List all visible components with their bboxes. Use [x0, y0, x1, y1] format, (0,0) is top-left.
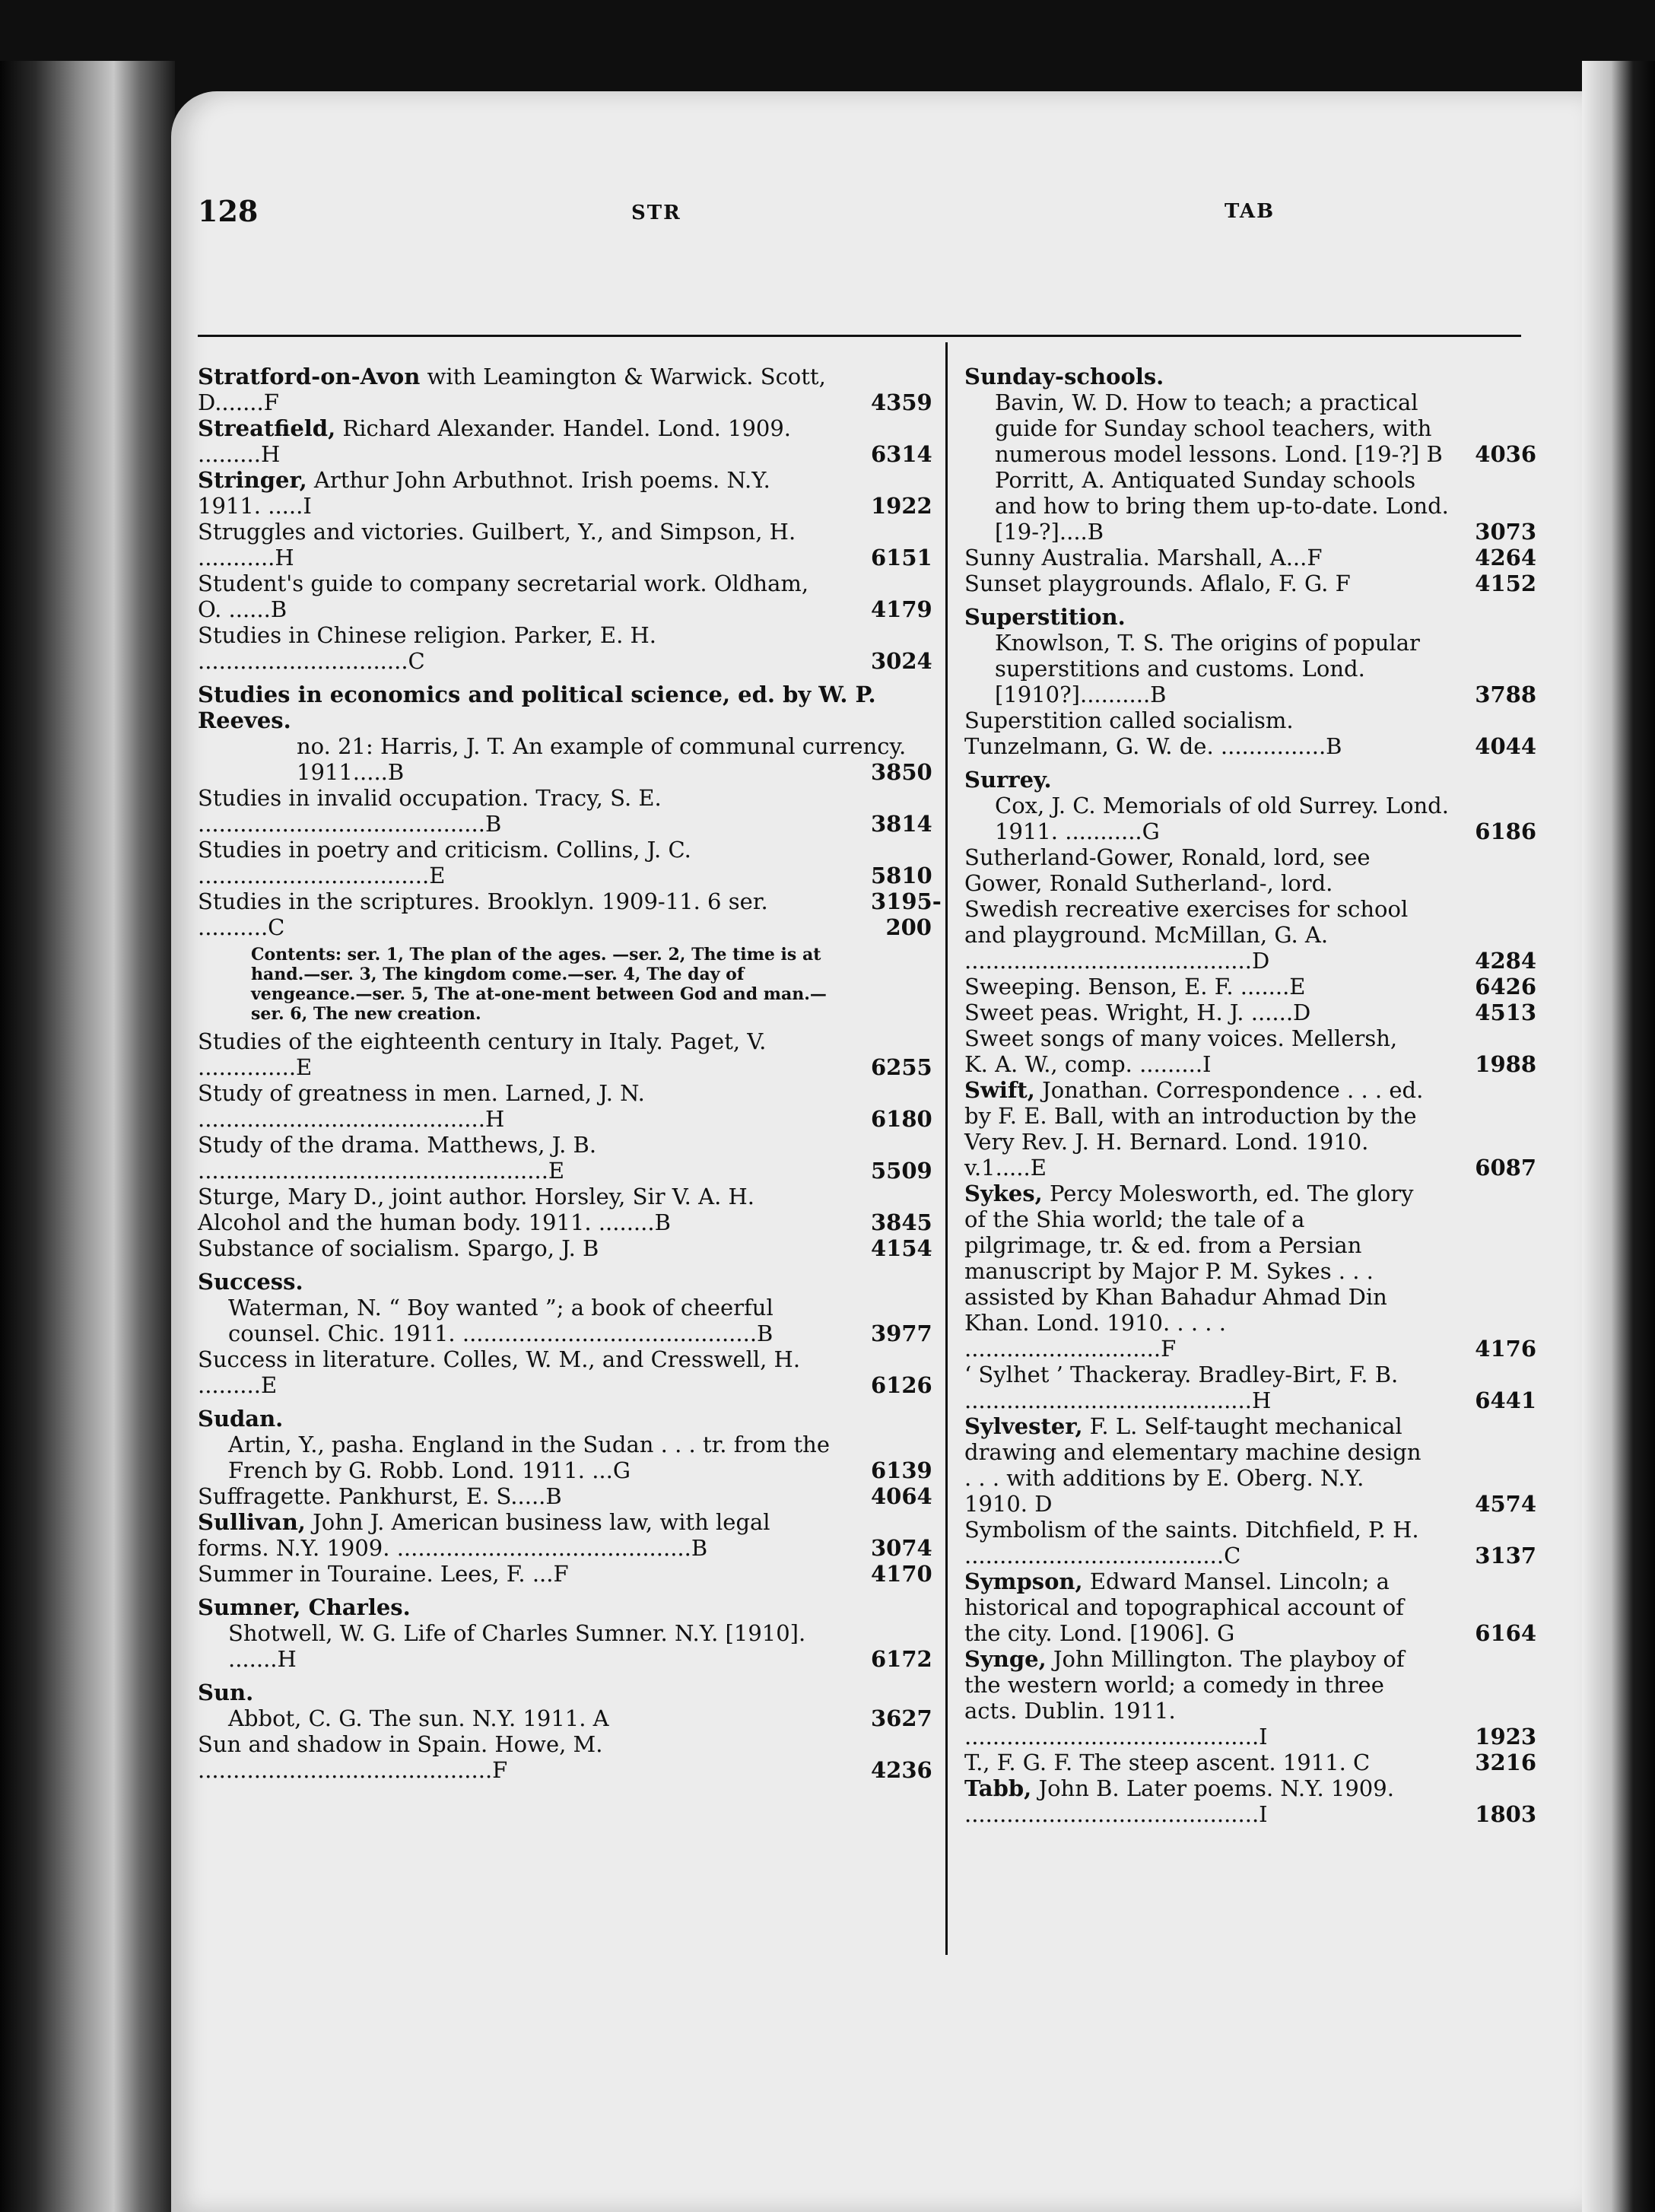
catalog-entry — [964, 707, 1536, 759]
entry-text: Abbot, C. G. The sun. N.Y. 1911. A — [228, 1705, 609, 1731]
call-number: 4574 — [1475, 1491, 1536, 1517]
catalog-entry — [198, 1509, 932, 1561]
catalog-entry — [964, 467, 1536, 545]
entry-author-heading: Synge, — [964, 1646, 1047, 1672]
subject-heading: Success. — [198, 1269, 303, 1295]
entry-text: Synge, John Millington. The playboy of the western world; a comedy in three acts. Dublin. 1911. ..........................................I — [964, 1646, 1405, 1750]
catalog-entry — [198, 1561, 932, 1587]
catalog-entry — [964, 844, 1536, 896]
call-number: 4236 — [871, 1757, 932, 1783]
call-number: 1923 — [1475, 1724, 1536, 1750]
page-number: 128 — [198, 194, 259, 228]
call-number: 4284 — [1475, 948, 1536, 974]
call-number: 6426 — [1475, 974, 1536, 1000]
entry-text: Substance of socialism. Spargo, J. B — [198, 1235, 599, 1261]
entry-text: Sturge, Mary D., joint author. Horsley, Sir V. A. H. Alcohol and the human body. 1911. ........B — [198, 1184, 755, 1235]
call-number: 4513 — [1475, 1000, 1536, 1025]
catalog-entry — [198, 467, 932, 519]
entry-text: Symbolism of the saints. Ditchfield, P. H. .....................................C — [964, 1517, 1419, 1568]
entry-author-heading: Stringer, — [198, 467, 307, 493]
call-number: 3024 — [871, 648, 932, 674]
catalog-entry — [964, 570, 1536, 596]
subject-heading: Sunday-schools. — [964, 364, 1164, 389]
subject-heading: Studies in economics and political science, ed. by W. P. Reeves. — [198, 682, 876, 733]
entry-text: Studies in invalid occupation. Tracy, S. E. .........................................B — [198, 785, 662, 837]
entry-text: Study of the drama. Matthews, J. B. ..................................................E — [198, 1132, 597, 1184]
entry-author-heading: Swift, — [964, 1077, 1035, 1103]
entry-text: Swift, Jonathan. Correspondence . . . ed. by F. E. Ball, with an introduction by the Very Rev. J. H. Bernard. Lond. 1910. v.1.....E — [964, 1077, 1424, 1181]
entry-text: ‘ Sylhet ’ Thackeray. Bradley-Birt, F. B. .........................................H — [964, 1362, 1399, 1413]
call-number: 6087 — [1475, 1155, 1536, 1181]
catalog-entry — [198, 570, 932, 622]
entry-text: Sunset playgrounds. Aflalo, F. G. F — [964, 570, 1351, 596]
call-number: 3137 — [1475, 1543, 1536, 1568]
call-number: 6126 — [871, 1372, 932, 1398]
call-number: 3216 — [1475, 1750, 1536, 1775]
call-number: 4264 — [1475, 545, 1536, 570]
entry-text: Sympson, Edward Mansel. Lincoln; a historical and topographical account of the city. Lond. [1906]. G — [964, 1568, 1404, 1646]
entry-text: Superstition called socialism. Tunzelmann, G. W. de. ...............B — [964, 707, 1342, 759]
catalog-entry — [198, 622, 932, 674]
call-number: 3845 — [871, 1209, 932, 1235]
catalog-entry — [964, 1750, 1536, 1775]
catalog-entry — [964, 545, 1536, 570]
entry-text: T., F. G. F. The steep ascent. 1911. C — [964, 1750, 1371, 1775]
catalog-entry — [198, 837, 932, 888]
catalog-entry — [198, 519, 932, 570]
call-number: 3977 — [871, 1321, 932, 1346]
catalog-entry — [964, 1568, 1536, 1646]
catalog-entry — [964, 793, 1536, 844]
catalog-entry — [964, 630, 1536, 707]
catalog-entry — [198, 733, 932, 785]
entry-text: Student's guide to company secretarial work. Oldham, O. ......B — [198, 570, 809, 622]
call-number: 4179 — [871, 596, 932, 622]
call-number: 4359 — [871, 389, 932, 415]
entry-text: Sweet peas. Wright, H. J. ......D — [964, 1000, 1311, 1025]
catalog-entry — [198, 1620, 932, 1672]
entry-text: Summer in Touraine. Lees, F. ...F — [198, 1561, 569, 1587]
catalog-entry — [198, 1132, 932, 1184]
subject-heading: Sun. — [198, 1680, 254, 1705]
catalog-entry — [198, 415, 932, 467]
entry-text: no. 21: Harris, J. T. An example of communal currency. 1911.....B — [297, 733, 907, 785]
entry-text: Struggles and victories. Guilbert, Y., and Simpson, H. ...........H — [198, 519, 796, 570]
entry-author-heading: Tabb, — [964, 1775, 1032, 1801]
call-number: 6441 — [1475, 1387, 1536, 1413]
catalog-entry — [964, 1775, 1536, 1827]
entry-text: Sullivan, John J. American business law, with legal forms. N.Y. 1909. ..........................................B — [198, 1509, 770, 1561]
entry-author-heading: Sympson, — [964, 1568, 1083, 1594]
call-number: 3074 — [871, 1535, 932, 1561]
guide-word-right: TAB — [1225, 200, 1275, 223]
catalog-entry — [964, 1517, 1536, 1568]
entry-text: Knowlson, T. S. The origins of popular superstitions and customs. Lond. [1910?]..........B — [995, 630, 1420, 707]
catalog-entry — [198, 1295, 932, 1346]
call-number: 3073 — [1475, 519, 1536, 545]
call-number: 4154 — [871, 1235, 932, 1261]
subject-heading: Sudan. — [198, 1406, 284, 1432]
catalog-entry — [964, 1646, 1536, 1750]
catalog-entry — [198, 1028, 932, 1080]
catalog-entry — [964, 1025, 1536, 1077]
call-number: 3850 — [871, 759, 932, 785]
catalog-entry — [964, 1413, 1536, 1517]
entry-text: Porritt, A. Antiquated Sunday schools and how to bring them up-to-date. Lond. [19-?]....B — [995, 467, 1449, 545]
subject-heading: Sumner, Charles. — [198, 1594, 411, 1620]
call-number: 1922 — [871, 493, 932, 519]
entry-text: Suffragette. Pankhurst, E. S.....B — [198, 1483, 562, 1509]
entry-author-heading: Stratford-on-Avon — [198, 364, 421, 389]
entry-text: Waterman, N. “ Boy wanted ”; a book of cheerful counsel. Chic. 1911. ..........................................B — [228, 1295, 773, 1346]
entry-text: Streatfield, Richard Alexander. Handel. Lond. 1909. .........H — [198, 415, 792, 467]
entry-author-heading: Sylvester, — [964, 1413, 1083, 1439]
call-number: 3195-200 — [871, 888, 942, 940]
catalog-entry — [198, 888, 942, 940]
catalog-entry — [198, 1346, 932, 1398]
entry-author-heading: Sykes, — [964, 1181, 1043, 1206]
left-column — [198, 364, 942, 1783]
facing-page-edge — [1582, 61, 1655, 2212]
call-number: 3627 — [871, 1705, 932, 1731]
header-rule — [198, 335, 1521, 337]
catalog-entry — [964, 1077, 1536, 1181]
subject-heading: Surrey. — [964, 767, 1052, 793]
call-number: 6164 — [1475, 1620, 1536, 1646]
catalog-entry — [964, 389, 1536, 467]
book-binding-edge — [0, 61, 175, 2212]
call-number: 4152 — [1475, 570, 1536, 596]
entry-text: Studies in Chinese religion. Parker, E. H. ..............................C — [198, 622, 657, 674]
running-head — [198, 194, 1529, 240]
entry-author-heading: Sullivan, — [198, 1509, 306, 1535]
entry-text: Shotwell, W. G. Life of Charles Sumner. N.Y. [1910]. .......H — [228, 1620, 806, 1672]
catalog-entry — [964, 1362, 1536, 1413]
guide-word-left: STR — [631, 202, 681, 224]
entry-text: Cox, J. C. Memorials of old Surrey. Lond. 1911. ...........G — [995, 793, 1449, 844]
call-number: 4036 — [1475, 441, 1536, 467]
call-number: 6151 — [871, 545, 932, 570]
entry-text: Sykes, Percy Molesworth, ed. The glory of the Shia world; the tale of a pilgrimage, tr. & ed. from a Persian manuscript by Major P. M. Sykes . . . assisted by Khan Bahadur Ahmad Din Khan. Lond. 1910. . . . . ............................F — [964, 1181, 1414, 1362]
contents-note: Contents: ser. 1, The plan of the ages. —ser. 2, The time is at hand.—ser. 3, The kingdom come.—ser. 4, The day of vengeance.—ser. 5, The at-one-ment between God and man.—ser. 6, The new creation. — [251, 945, 827, 1024]
catalog-entry — [964, 1181, 1536, 1362]
entry-text: Swedish recreative exercises for school and playground. McMillan, G. A. .........................................D — [964, 896, 1409, 974]
entry-text: Stringer, Arthur John Arbuthnot. Irish poems. N.Y. 1911. .....I — [198, 467, 770, 519]
call-number: 6180 — [871, 1106, 932, 1132]
catalog-entry — [198, 1731, 932, 1783]
catalog-entry — [198, 785, 932, 837]
entry-text: Sutherland-Gower, Ronald, lord, see Gower, Ronald Sutherland-, lord. — [964, 844, 1371, 896]
call-number: 4170 — [871, 1561, 932, 1587]
entry-text: Sweeping. Benson, E. F. .......E — [964, 974, 1306, 1000]
call-number: 6314 — [871, 441, 932, 467]
entry-text: Study of greatness in men. Larned, J. N. .........................................H — [198, 1080, 645, 1132]
entry-text: Bavin, W. D. How to teach; a practical guide for Sunday school teachers, with numerous model lessons. Lond. [19-?] B — [995, 389, 1443, 467]
catalog-entry — [198, 1080, 932, 1132]
entry-text: Success in literature. Colles, W. M., and Cresswell, H. .........E — [198, 1346, 801, 1398]
call-number: 4176 — [1475, 1336, 1536, 1362]
call-number: 6255 — [871, 1054, 932, 1080]
entry-text: Studies in the scriptures. Brooklyn. 1909-11. 6 ser. ..........C — [198, 888, 768, 940]
call-number: 4064 — [871, 1483, 932, 1509]
call-number: 3814 — [871, 811, 932, 837]
entry-text: Tabb, John B. Later poems. N.Y. 1909. ..........................................I — [964, 1775, 1394, 1827]
entry-text: Studies in poetry and criticism. Collins, J. C. .................................E — [198, 837, 691, 888]
call-number: 4044 — [1475, 733, 1536, 759]
call-number: 5810 — [871, 863, 932, 888]
call-number: 6186 — [1475, 818, 1536, 844]
catalog-entry — [964, 1000, 1536, 1025]
entry-text: Studies of the eighteenth century in Italy. Paget, V. ..............E — [198, 1028, 767, 1080]
entry-author-heading: Streatfield, — [198, 415, 336, 441]
entry-text: Sunny Australia. Marshall, A...F — [964, 545, 1323, 570]
call-number: 6139 — [871, 1457, 932, 1483]
entry-text: Sun and shadow in Spain. Howe, M. ..........................................F — [198, 1731, 603, 1783]
call-number: 5509 — [871, 1158, 932, 1184]
entry-text: Artin, Y., pasha. England in the Sudan . . . tr. from the French by G. Robb. Lond. 1911. ...G — [228, 1432, 831, 1483]
call-number: 3788 — [1475, 682, 1536, 707]
call-number: 1803 — [1475, 1801, 1536, 1827]
catalog-entry — [198, 1235, 932, 1261]
catalog-entry — [198, 1432, 932, 1483]
right-column — [964, 364, 1536, 1827]
call-number: 1988 — [1475, 1051, 1536, 1077]
catalog-entry — [198, 1483, 932, 1509]
subject-heading: Superstition. — [964, 604, 1126, 630]
entry-text: Stratford-on-Avon with Leamington & Warwick. Scott, D.......F — [198, 364, 826, 415]
catalog-entry — [198, 1184, 932, 1235]
entry-text: Sylvester, F. L. Self-taught mechanical drawing and elementary machine design . . . with additions by E. Oberg. N.Y. 1910. D — [964, 1413, 1422, 1517]
entry-text: Sweet songs of many voices. Mellersh, K. A. W., comp. .........I — [964, 1025, 1398, 1077]
call-number: 6172 — [871, 1646, 932, 1672]
catalog-entry — [964, 896, 1536, 974]
catalog-entry — [964, 974, 1536, 1000]
catalog-entry — [198, 1705, 932, 1731]
column-divider — [945, 342, 948, 1955]
catalog-entry — [198, 364, 932, 415]
